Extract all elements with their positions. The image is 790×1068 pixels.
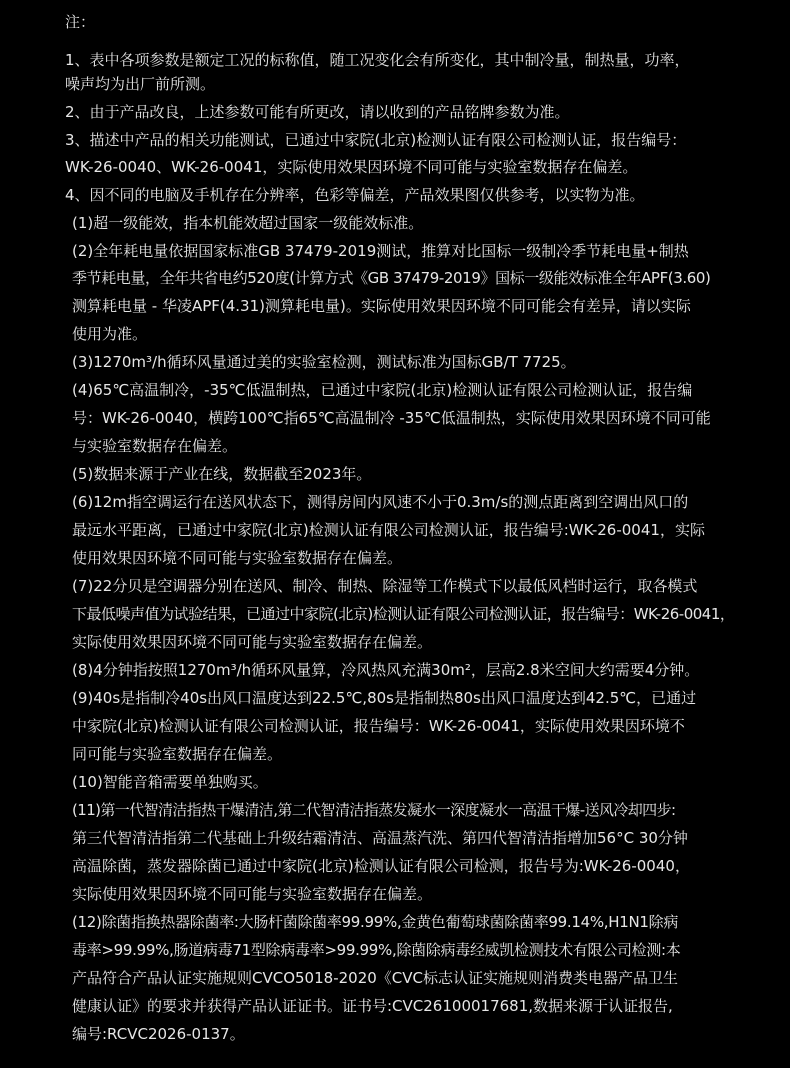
note-4-item-2-line-3: 测算耗电量 - 华凌APF(4.31)测算耗电量)。实际使用效果因环境不同可能会有差异，请以实际 [72, 297, 691, 315]
note-4-item-11-line-2: 第三代智清洁指第二代基础上升级结霜清洁、高温蒸汽洗、第四代智清洁指增加56°C 30分钟 [72, 829, 688, 847]
note-4-item-4-line-2: 号：WK-26-0040，横跨100℃指65℃高温制冷 -35℃低温制热，实际使用效果因环境不同可能 [72, 409, 711, 427]
note-2: 2、由于产品改良，上述参数可能有所更改，请以收到的产品铭牌参数为准。 [65, 103, 570, 121]
note-1-line-1: 1、表中各项参数是额定工况的标称值，随工况变化会有所变化，其中制冷量，制热量，功率， [65, 51, 690, 69]
note-4-item-12-line-1: (12)除菌指换热器除菌率:大肠杆菌除菌率99.99%,金黄色葡萄球菌除菌率99.14%,H1N1除病 [72, 913, 679, 931]
note-4-item-12-line-5: 编号:RCVC2026-0137。 [72, 1025, 245, 1043]
notes-heading: 注： [65, 13, 96, 31]
note-4-item-6-line-1: (6)12m指空调运行在送风状态下，测得房间内风速不小于0.3m/s的测点距离到空调出风口的 [72, 493, 689, 511]
note-4-item-7-line-2: 下最低噪声值为试验结果，已通过中家院(北京)检测认证有限公司检测认证，报告编号：WK-26-0041， [72, 605, 735, 623]
note-4-item-9-line-3: 同可能与实验室数据存在偏差。 [72, 745, 283, 763]
note-4-item-8: (8)4分钟指按照1270m³/h循环风量算，冷风热风充满30m²，层高2.8米空间大约需要4分钟。 [72, 661, 700, 679]
note-4-item-2-line-2: 季节耗电量，全年共省电约520度(计算方式《GB 37479-2019》国标一级能效标准全年APF(3.60) [72, 269, 711, 287]
note-4-item-9-line-2: 中家院(北京)检测认证有限公司检测认证，报告编号：WK-26-0041，实际使用效果因环境不 [72, 717, 685, 735]
note-1-line-2: 噪声均为出厂前所测。 [65, 75, 216, 93]
note-4-item-9-line-1: (9)40s是指制冷40s出风口温度达到22.5℃,80s是指制热80s出风口温度达到42.5℃，已通过 [72, 689, 697, 707]
note-4-item-5: (5)数据来源于产业在线，数据截至2023年。 [72, 465, 372, 483]
note-4-item-1: (1)超一级能效，指本机能效超过国家一级能效标准。 [72, 214, 424, 232]
note-4-item-11-line-1: (11)第一代智清洁指热干爆清洁,第二代智清洁指蒸发凝水一深度凝水一高温干爆-送风冷却四步: [72, 801, 676, 819]
note-4-item-6-line-2: 最远水平距离，已通过中家院(北京)检测认证有限公司检测认证，报告编号:WK-26-0041，实际 [72, 521, 705, 539]
note-3-line-2: WK-26-0040、WK-26-0041，实际使用效果因环境不同可能与实验室数据存在偏差。 [65, 158, 638, 176]
note-4-item-4-line-1: (4)65℃高温制冷，-35℃低温制热，已通过中家院(北京)检测认证有限公司检测认证，报告编 [72, 381, 693, 399]
note-4-item-12-line-2: 毒率>99.99%,肠道病毒71型除病毒率>99.99%,除菌除病毒经威凯检测技术有限公司检测:本 [72, 941, 681, 959]
note-4-item-10: (10)智能音箱需要单独购买。 [72, 773, 268, 791]
note-4-item-4-line-3: 与实验室数据存在偏差。 [72, 437, 238, 455]
note-4-item-12-line-4: 健康认证》的要求并获得产品认证证书。证书号:CVC26100017681,数据来源于认证报告, [72, 997, 673, 1015]
note-4: 4、因不同的电脑及手机存在分辨率，色彩等偏差，产品效果图仅供参考，以实物为准。 [65, 186, 645, 204]
note-4-item-3: (3)1270m³/h循环风量通过美的实验室检测，测试标准为国标GB/T 7725。 [72, 353, 576, 371]
note-3-line-1: 3、描述中产品的相关功能测试，已通过中家院(北京)检测认证有限公司检测认证，报告编号： [65, 131, 687, 149]
note-4-item-11-line-4: 实际使用效果因环境不同可能与实验室数据存在偏差。 [72, 885, 433, 903]
note-4-item-7-line-1: (7)22分贝是空调器分别在送风、制冷、制热、除湿等工作模式下以最低风档时运行，取各模式 [72, 577, 698, 595]
note-4-item-6-line-3: 使用效果因环境不同可能与实验室数据存在偏差。 [72, 549, 403, 567]
note-4-item-2-line-4: 使用为准。 [72, 325, 148, 343]
note-4-item-12-line-3: 产品符合产品认证实施规则CVCO5018-2020《CVC标志认证实施规则消费类电器产品卫生 [72, 969, 678, 987]
note-4-item-2-line-1: (2)全年耗电量依据国家标准GB 37479-2019测试，推算对比国标一级制冷季节耗电量+制热 [72, 242, 689, 260]
note-4-item-11-line-3: 高温除菌，蒸发器除菌已通过中家院(北京)检测认证有限公司检测，报告号为:WK-26-0040， [72, 857, 690, 875]
note-4-item-7-line-3: 实际使用效果因环境不同可能与实验室数据存在偏差。 [72, 633, 433, 651]
